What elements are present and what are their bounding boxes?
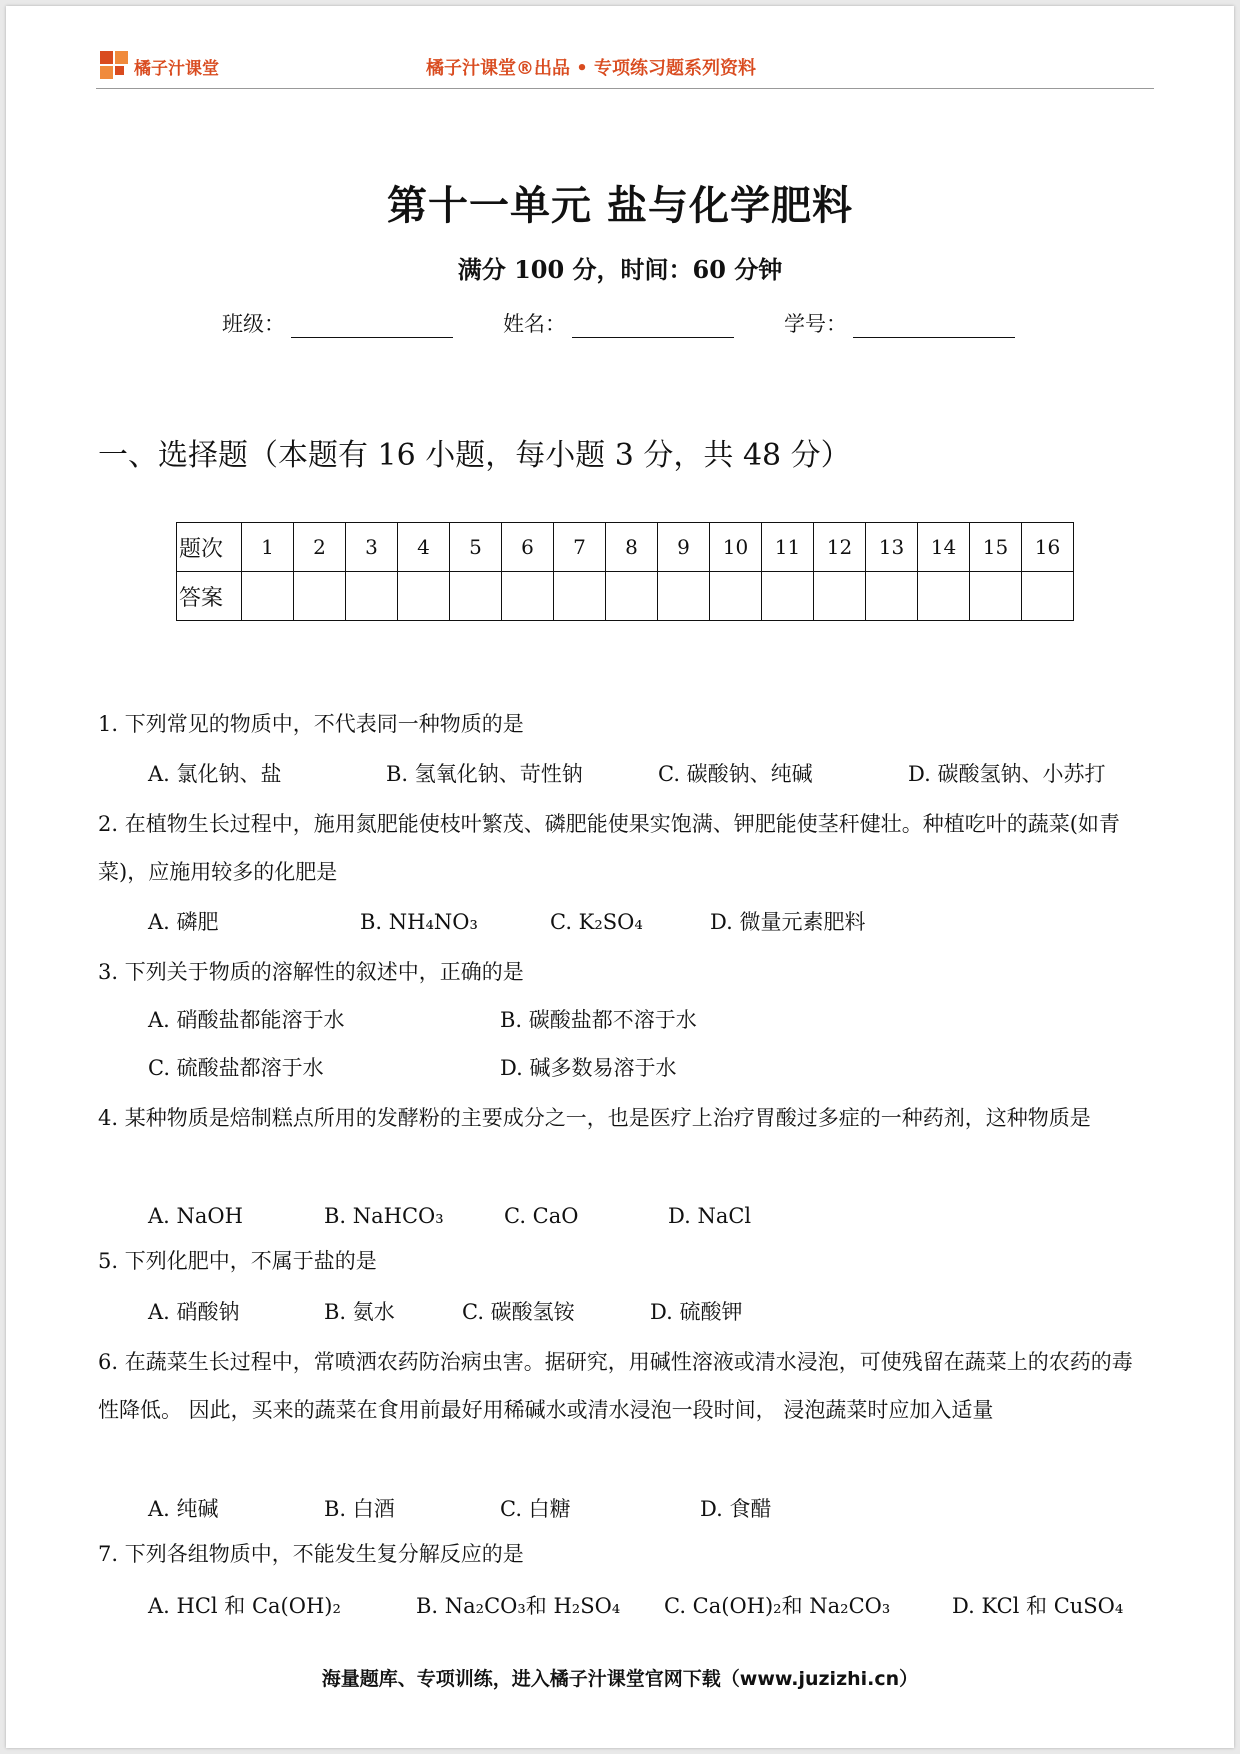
- answer-row: [177, 572, 1074, 621]
- question-4-option-a: A. NaOH: [148, 1204, 243, 1228]
- question-5-option-a: A. 硝酸钠: [148, 1300, 240, 1324]
- id-blank[interactable]: [853, 313, 1015, 338]
- question-number-cell: 15: [970, 523, 1022, 572]
- question-3-option-b: B. 碳酸盐都不溶于水: [500, 1008, 697, 1032]
- question-6-option-c: C. 白糖: [500, 1497, 571, 1521]
- answer-cell[interactable]: [502, 572, 554, 621]
- student-info: [222, 308, 1065, 338]
- question-number-cell: 2: [294, 523, 346, 572]
- question-1-option-b: B. 氢氧化钠、苛性钠: [386, 762, 583, 786]
- question-number-cell: 14: [918, 523, 970, 572]
- question-6-option-a: A. 纯碱: [148, 1497, 219, 1521]
- question-number-cell: 3: [346, 523, 398, 572]
- series-title: 橘子汁课堂®出品 • 专项练习题系列资料: [426, 58, 757, 79]
- question-number-cell: 1: [242, 523, 294, 572]
- id-field: [784, 308, 1015, 338]
- answer-cell[interactable]: [710, 572, 762, 621]
- question-number-cell: 8: [606, 523, 658, 572]
- question-7-option-c: C. Ca(OH)₂和 Na₂CO₃: [664, 1594, 891, 1618]
- answer-cell[interactable]: [450, 572, 502, 621]
- question-2-option-b: B. NH₄NO₃: [360, 910, 478, 934]
- question-5-option-c: C. 碳酸氢铵: [462, 1300, 575, 1324]
- name-field: [503, 308, 734, 338]
- answer-cell[interactable]: [970, 572, 1022, 621]
- answer-cell[interactable]: [554, 572, 606, 621]
- question-6-option-b: B. 白酒: [324, 1497, 395, 1521]
- answer-cell[interactable]: [1022, 572, 1074, 621]
- brand-name: 橘子汁课堂: [134, 58, 219, 79]
- page-footer: 海量题库、专项训练，进入橘子汁课堂官网下载（www.juzizhi.cn）: [321, 1668, 919, 1690]
- question-number-cell: 11: [762, 523, 814, 572]
- id-label: 学号：: [784, 312, 847, 336]
- question-1-option-a: A. 氯化钠、盐: [148, 762, 282, 786]
- page: [6, 6, 1234, 1748]
- answer-table: [176, 522, 1074, 621]
- question-4-option-d: D. NaCl: [668, 1204, 752, 1228]
- question-number-cell: 16: [1022, 523, 1074, 572]
- class-blank[interactable]: [291, 313, 453, 338]
- answer-cell[interactable]: [242, 572, 294, 621]
- question-2-option-c: C. K₂SO₄: [550, 910, 643, 934]
- page-header: [96, 46, 1154, 89]
- question-number-cell: 13: [866, 523, 918, 572]
- answer-cell[interactable]: [762, 572, 814, 621]
- question-2-option-d: D. 微量元素肥料: [710, 910, 866, 934]
- question-number-cell: 7: [554, 523, 606, 572]
- question-number-cell: 6: [502, 523, 554, 572]
- question-5-option-d: D. 硫酸钾: [650, 1300, 743, 1324]
- question-7-option-a: A. HCl 和 Ca(OH)₂: [148, 1594, 341, 1618]
- question-2-stem: 2. 在植物生长过程中，施用氮肥能使枝叶繁茂、磷肥能使果实饱满、钾肥能使茎秆健壮。种植吃叶的蔬菜(如青菜)，应施用较多的化肥是: [98, 812, 1120, 884]
- question-5-stem: 5. 下列化肥中，不属于盐的是: [98, 1249, 377, 1273]
- class-field: [222, 308, 453, 338]
- answer-header: 答案: [177, 572, 242, 621]
- question-number-cell: 4: [398, 523, 450, 572]
- question-6-option-d: D. 食醋: [700, 1497, 772, 1521]
- question-2-option-a: A. 磷肥: [148, 910, 219, 934]
- question-number-header: 题次: [177, 523, 242, 572]
- name-blank[interactable]: [572, 313, 734, 338]
- question-7-stem: 7. 下列各组物质中，不能发生复分解反应的是: [98, 1542, 524, 1566]
- answer-cell[interactable]: [294, 572, 346, 621]
- answer-cell[interactable]: [658, 572, 710, 621]
- brand-logo-icon: [100, 51, 130, 81]
- question-7-option-b: B. Na₂CO₃和 H₂SO₄: [416, 1594, 621, 1618]
- question-1-option-d: D. 碳酸氢钠、小苏打: [908, 762, 1106, 786]
- question-1-option-c: C. 碳酸钠、纯碱: [658, 762, 813, 786]
- document-subtitle: 满分 100 分，时间：60 分钟: [457, 255, 783, 284]
- question-3-option-a: A. 硝酸盐都能溶于水: [148, 1008, 345, 1032]
- question-number-cell: 5: [450, 523, 502, 572]
- answer-cell[interactable]: [918, 572, 970, 621]
- question-6-stem: 6. 在蔬菜生长过程中，常喷洒农药防治病虫害。据研究，用碱性溶液或清水浸泡，可使残留在蔬菜上的农药的毒性降低。 因此，买来的蔬菜在食用前最好用稀碱水或清水浸泡一段时间， 浸泡蔬菜时应加入适量: [98, 1350, 1133, 1422]
- question-5-option-b: B. 氨水: [324, 1300, 395, 1324]
- answer-cell[interactable]: [346, 572, 398, 621]
- answer-cell[interactable]: [606, 572, 658, 621]
- question-number-row: [177, 523, 1074, 572]
- question-3-stem: 3. 下列关于物质的溶解性的叙述中，正确的是: [98, 960, 524, 984]
- answer-cell[interactable]: [866, 572, 918, 621]
- question-1-stem: 1. 下列常见的物质中，不代表同一种物质的是: [98, 712, 524, 736]
- question-number-cell: 10: [710, 523, 762, 572]
- section-title: 一、选择题（本题有 16 小题，每小题 3 分，共 48 分）: [98, 438, 851, 473]
- question-7-option-d: D. KCl 和 CuSO₄: [952, 1594, 1124, 1618]
- answer-cell[interactable]: [814, 572, 866, 621]
- name-label: 姓名：: [503, 312, 566, 336]
- question-4-option-c: C. CaO: [504, 1204, 579, 1228]
- question-number-cell: 12: [814, 523, 866, 572]
- document-title: 第十一单元 盐与化学肥料: [387, 182, 853, 229]
- question-4-stem: 4. 某种物质是焙制糕点所用的发酵粉的主要成分之一，也是医疗上治疗胃酸过多症的一种药剂，这种物质是: [98, 1106, 1091, 1130]
- question-3-option-d: D. 碱多数易溶于水: [500, 1056, 677, 1080]
- brand-logo: [100, 51, 219, 81]
- question-4-option-b: B. NaHCO₃: [324, 1204, 444, 1228]
- answer-cell[interactable]: [398, 572, 450, 621]
- question-3-option-c: C. 硫酸盐都溶于水: [148, 1056, 324, 1080]
- question-number-cell: 9: [658, 523, 710, 572]
- class-label: 班级：: [222, 312, 285, 336]
